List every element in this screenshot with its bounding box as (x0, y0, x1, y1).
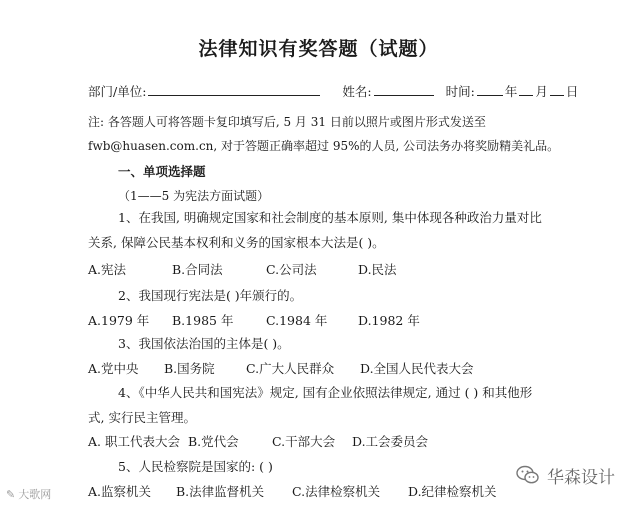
q4-option-b: B.党代会 (188, 434, 239, 449)
q3-option-c: C.广大人民群众 (246, 361, 335, 376)
q4-option-d: D.工会委员会 (352, 434, 429, 449)
document-title: 法律知识有奖答题（试题） (198, 38, 439, 60)
year-blank (477, 83, 503, 96)
question-1-line-2: 关系, 保障公民基本权利和义务的国家根本大法是( )。 (88, 235, 385, 250)
q5-option-d: D.纪律检察机关 (408, 484, 497, 499)
question-5-line-1: 5、人民检察院是国家的: ( ) (118, 459, 273, 474)
source-watermark (6, 486, 51, 502)
q5-option-c: C.法律检察机关 (292, 484, 381, 499)
dept-blank (148, 83, 320, 96)
brand-name: 华森设计 (547, 467, 615, 488)
name-label: 姓名: (342, 84, 372, 99)
q1-option-c: C.公司法 (266, 262, 317, 277)
q3-option-a: A.党中央 (88, 361, 139, 376)
q3-option-b: B.国务院 (164, 361, 215, 376)
q1-option-b: B.合同法 (172, 262, 223, 277)
month-blank (519, 83, 533, 96)
q5-option-b: B.法律监督机关 (176, 484, 265, 499)
q2-option-b: B.1985 年 (172, 313, 234, 328)
q1-option-a: A.宪法 (88, 262, 127, 277)
q2-option-a: A.1979 年 (88, 313, 150, 328)
dept-label: 部门/单位: (88, 84, 147, 99)
question-2-line-1: 2、我国现行宪法是( )年颁行的。 (118, 288, 303, 303)
note-line-1: 注: 各答题人可将答题卡复印填写后, 5 月 31 日前以照片或图片形式发送至 (88, 115, 486, 129)
day-blank (550, 83, 564, 96)
question-4-line-2: 式, 实行民主管理。 (88, 410, 196, 425)
q2-option-d: D.1982 年 (358, 313, 420, 328)
name-blank (374, 83, 434, 96)
q5-option-a: A.监察机关 (88, 484, 152, 499)
question-1-line-1: 1、在我国, 明确规定国家和社会制度的基本原则, 集中体现各种政治力量对比 (118, 210, 542, 225)
q2-option-c: C.1984 年 (266, 313, 328, 328)
form-row (88, 83, 578, 100)
wechat-icon (515, 462, 541, 488)
section-subheading: （1——5 为宪法方面试题） (118, 189, 270, 203)
year-label: 年 (504, 84, 518, 99)
q4-option-a: A. 职工代表大会 (88, 434, 180, 449)
source-name: 大歌网 (18, 488, 52, 501)
question-3-line-1: 3、我国依法治国的主体是( )。 (118, 336, 290, 351)
source-logo-icon: ✎ (6, 487, 16, 501)
question-4-line-1: 4、《中华人民共和国宪法》规定, 国有企业依照法律规定, 通过 ( ) 和其他形 (118, 385, 533, 400)
note-line-2: fwb@huasen.com.cn, 对于答题正确率超过 95%的人员, 公司法务办将奖励精美礼品。 (88, 139, 560, 153)
time-label: 时间: (445, 84, 475, 99)
section-heading: 一、单项选择题 (118, 164, 206, 179)
day-label: 日 (565, 84, 579, 99)
q3-option-d: D.全国人民代表大会 (360, 361, 474, 376)
q1-option-d: D.民法 (358, 262, 397, 277)
q4-option-c: C.干部大会 (272, 434, 336, 449)
month-label: 月 (535, 84, 548, 99)
brand-watermark (515, 462, 615, 488)
